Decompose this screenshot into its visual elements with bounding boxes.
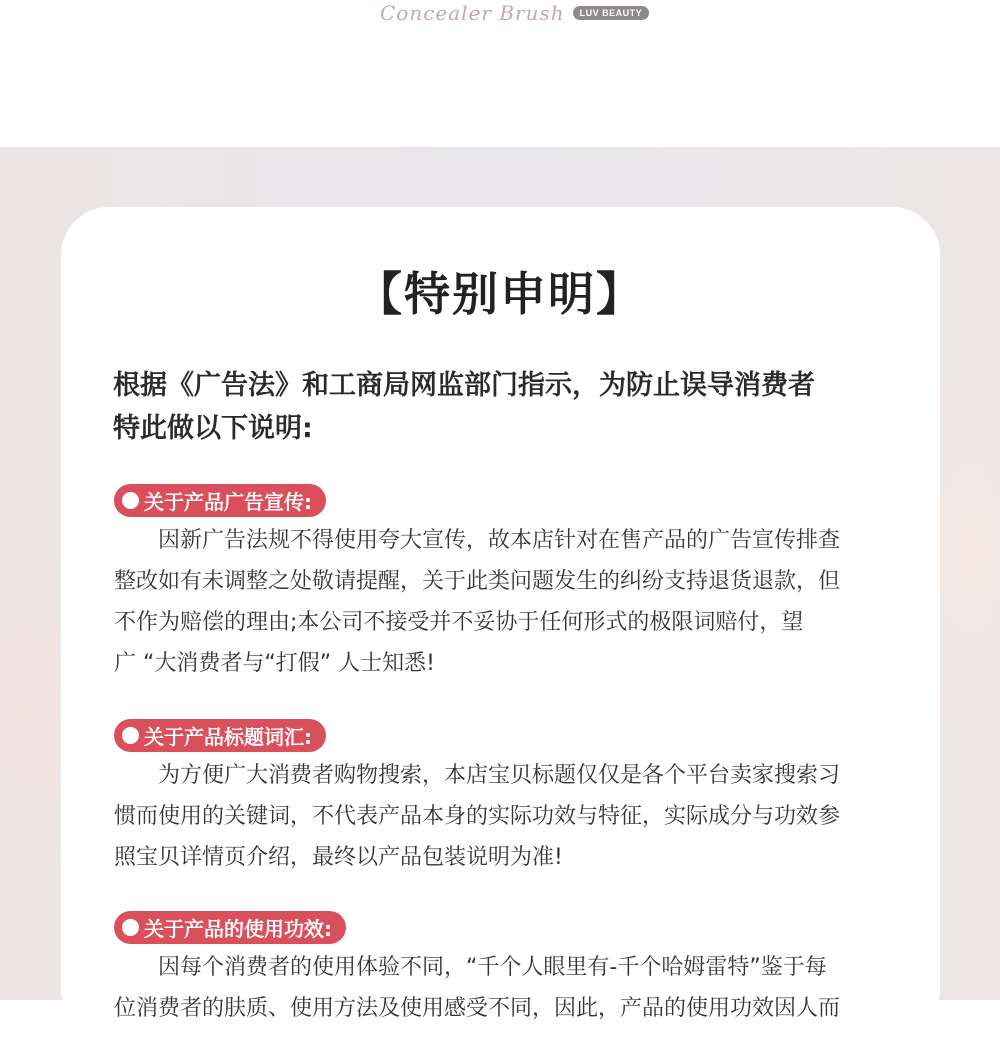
section-line: 不作为赔偿的理由;本公司不接受并不妥协于任何形式的极限词赔付，望 bbox=[114, 610, 804, 635]
intro-line: 根据《广告法》和工商局网监部门指示，为防止误导消费者 bbox=[113, 370, 815, 401]
top-banner bbox=[0, 0, 1000, 147]
section-line: 位消费者的肤质、使用方法及使用感受不同，因此，产品的使用功效因人而 bbox=[114, 996, 841, 1021]
section-heading-usage-effect bbox=[114, 911, 346, 944]
intro-line: 特此做以下说明: bbox=[113, 413, 313, 444]
brand-script-text: Concealer Brush bbox=[380, 1, 565, 25]
section-heading-label: 关于产品标题词汇: bbox=[144, 725, 312, 749]
bullet-dot-icon bbox=[122, 492, 139, 509]
section-heading-ad-promotion bbox=[114, 484, 326, 517]
section-line: 整改如有未调整之处敬请提醒，关于此类问题发生的纠纷支持退货退款，但 bbox=[114, 569, 841, 594]
brand-logo bbox=[380, 0, 649, 26]
section-heading-title-keywords bbox=[114, 719, 326, 752]
section-line: 为方便广大消费者购物搜索，本店宝贝标题仅仅是各个平台卖家搜索习 bbox=[114, 763, 841, 788]
section-body-title-keywords bbox=[114, 755, 894, 878]
brand-badge: LUV BEAUTY bbox=[573, 6, 650, 20]
section-line: 因每个消费者的使用体验不同，“千个人眼里有-千个哈姆雷特”鉴于每 bbox=[114, 955, 827, 980]
section-line: 因新广告法规不得使用夸大宣传，故本店针对在售产品的广告宣传排查 bbox=[114, 528, 841, 553]
section-body-usage-effect bbox=[114, 947, 894, 1029]
section-body-ad-promotion bbox=[114, 520, 894, 684]
bullet-dot-icon bbox=[122, 727, 139, 744]
notice-intro bbox=[113, 364, 913, 450]
section-line: 照宝贝详情页介绍，最终以产品包装说明为准! bbox=[114, 845, 563, 870]
section-heading-label: 关于产品的使用功效: bbox=[144, 917, 332, 941]
bullet-dot-icon bbox=[122, 919, 139, 936]
notice-title: 【特别申明】 bbox=[356, 267, 644, 321]
section-heading-label: 关于产品广告宣传: bbox=[144, 490, 312, 514]
section-line: 广 “大消费者与“打假” 人士知悉! bbox=[114, 651, 435, 676]
section-line: 惯而使用的关键词，不代表产品本身的实际功效与特征，实际成分与功效参 bbox=[114, 804, 841, 829]
